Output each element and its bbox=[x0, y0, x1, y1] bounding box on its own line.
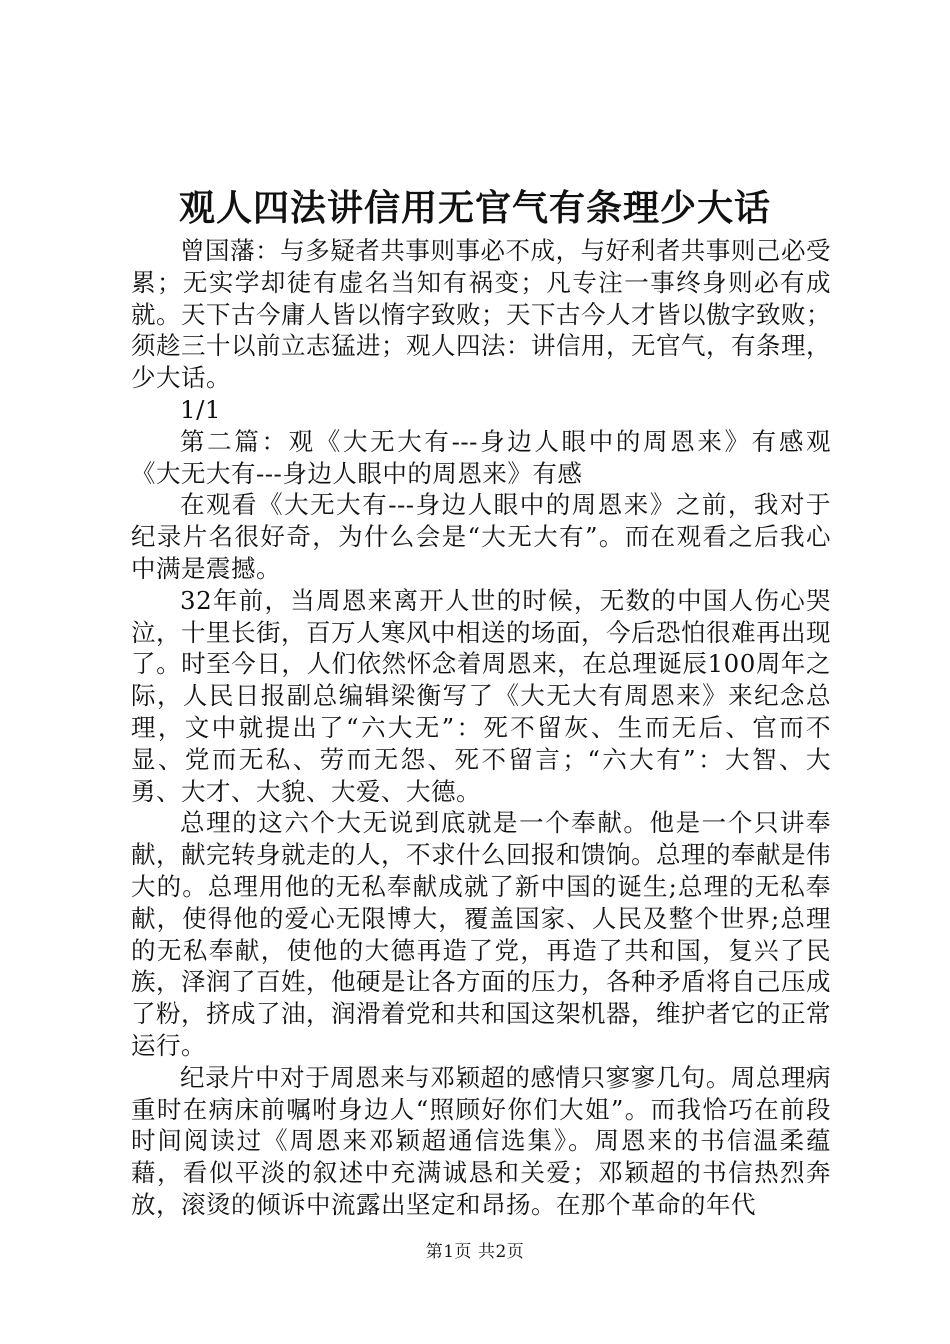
paragraph-intro: 在观看《大无大有---身边人眼中的周恩来》之前，我对于纪录片名很好奇，为什么会是“大无大有”。而在观看之后我心中满是震撼。 bbox=[131, 490, 831, 583]
page-footer: 第1页 共2页 bbox=[425, 1242, 525, 1262]
paragraph-dedication: 总理的这六个大无说到底就是一个奉献。他是一个只讲奉献，献完转身就走的人，不求什么回报和馈饷。总理的奉献是伟大的。总理用他的无私奉献成就了新中国的诞生;总理的无私奉献，使得他的爱心无限博大，覆盖国家、人民及整个世界;总理的无私奉献，使他的大德再造了党，再造了共和国，复兴了民族，泽润了百姓，他硬是让各方面的压力，各种矛盾将自己压成了粉，挤成了油，润滑着党和共和国这架机器，维护者它的正常运行。 bbox=[131, 808, 831, 1060]
article-body bbox=[131, 235, 831, 1221]
paragraph-relationship: 纪录片中对于周恩来与邓颖超的感情只寥寥几句。周总理病重时在病床前嘱咐身边人“照顾好你们大姐”。而我恰巧在前段时间阅读过《周恩来邓颖超通信选集》。周恩来的书信温柔蕴藉，看似平淡的叙述中充满诚恳和关爱；邓颖超的书信热烈奔放，滚烫的倾诉中流露出坚定和昂扬。在那个革命的年代 bbox=[131, 1062, 831, 1219]
paragraph-zeng-guofan: 曾国藩：与多疑者共事则事必不成，与好利者共事则己必受累；无实学却徒有虚名当知有祸变；凡专注一事终身则必有成就。天下古今庸人皆以惰字致败；天下古今人才皆以傲字致败；须趁三十以前立志猛进；观人四法：讲信用，无官气，有条理，少大话。 bbox=[131, 236, 831, 393]
page-title: 观人四法讲信用无官气有条理少大话 bbox=[178, 187, 771, 229]
paragraph-section-heading: 第二篇：观《大无大有---身边人眼中的周恩来》有感观《大无大有---身边人眼中的周恩来》有感 bbox=[131, 426, 831, 488]
paragraph-history: 32年前，当周恩来离开人世的时候，无数的中国人伤心哭泣，十里长街，百万人寒风中相送的场面，今后恐怕很难再出现了。时至今日，人们依然怀念着周恩来，在总理诞辰100周年之际，人民日报副总编辑梁衡写了《大无大有周恩来》来纪念总理，文中就提出了“六大无”：死不留灰、生而无后、官而不显、党而无私、劳而无怨、死不留言；“六大有”：大智、大勇、大才、大貌、大爱、大德。 bbox=[131, 585, 831, 806]
page-marker: 1/1 bbox=[180, 394, 221, 424]
